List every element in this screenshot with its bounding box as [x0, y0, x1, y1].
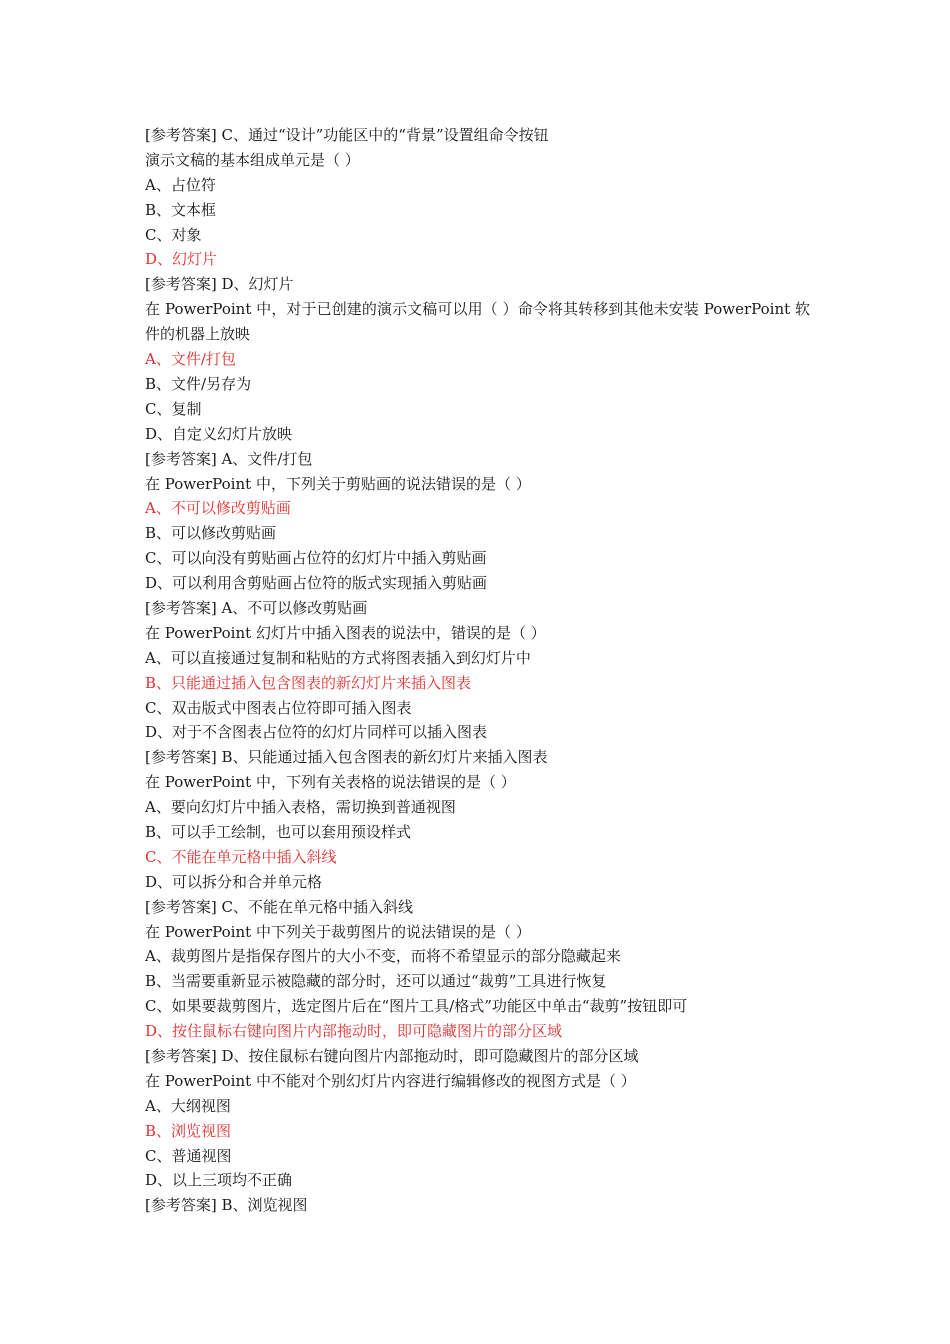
option-line: B、可以修改剪贴画 — [145, 524, 277, 543]
correct-option: B、浏览视图 — [145, 1121, 232, 1140]
option-line: C、对象 — [145, 225, 202, 244]
question-line: 在 PowerPoint 中，下列有关表格的说法错误的是（ ） — [145, 773, 516, 792]
question-line: 在 PowerPoint 中不能对个别幻灯片内容进行编辑修改的视图方式是（ ） — [145, 1071, 636, 1090]
option-line: B、文本框 — [145, 200, 217, 219]
answer-line: [参考答案] D、按住鼠标右键向图片内部拖动时，即可隐藏图片的部分区域 — [145, 1046, 639, 1065]
option-line: C、复制 — [145, 399, 202, 418]
option-line: D、以上三项均不正确 — [145, 1171, 293, 1190]
option-line: D、可以拆分和合并单元格 — [145, 872, 323, 891]
question-line: 在 PowerPoint 中下列关于裁剪图片的说法错误的是（ ） — [145, 922, 531, 941]
option-line: D、可以利用含剪贴画占位符的版式实现插入剪贴画 — [145, 574, 488, 593]
question-line: 演示文稿的基本组成单元是（ ） — [145, 150, 360, 169]
answer-line: [参考答案] D、幻灯片 — [145, 275, 294, 294]
option-line: C、普通视图 — [145, 1146, 232, 1165]
option-line: B、当需要重新显示被隐藏的部分时，还可以通过“裁剪”工具进行恢复 — [145, 972, 607, 991]
answer-line: [参考答案] B、浏览视图 — [145, 1196, 308, 1215]
option-line: C、如果要裁剪图片，选定图片后在“图片工具/格式”功能区中单击“裁剪”按钮即可 — [145, 997, 688, 1016]
document-page — [145, 123, 810, 1218]
correct-option: A、不可以修改剪贴画 — [145, 499, 291, 518]
option-line: B、文件/另存为 — [145, 374, 252, 393]
option-line: A、可以直接通过复制和粘贴的方式将图表插入到幻灯片中 — [145, 648, 531, 667]
answer-line: [参考答案] C、通过“设计”功能区中的“背景”设置组命令按钮 — [145, 126, 549, 144]
option-line: A、大纲视图 — [145, 1096, 231, 1115]
answer-line: [参考答案] C、不能在单元格中插入斜线 — [145, 897, 413, 916]
option-line: D、对于不含图表占位符的幻灯片同样可以插入图表 — [145, 723, 488, 742]
question-line: 在 PowerPoint 中，下列关于剪贴画的说法错误的是（ ） — [145, 474, 531, 493]
option-line: A、要向幻灯片中插入表格，需切换到普通视图 — [145, 798, 456, 817]
correct-option: B、只能通过插入包含图表的新幻灯片来插入图表 — [145, 673, 472, 692]
answer-line: [参考答案] A、不可以修改剪贴画 — [145, 598, 368, 617]
question-line: 在 PowerPoint 幻灯片中插入图表的说法中，错误的是（ ） — [145, 623, 546, 642]
option-line: B、可以手工绘制，也可以套用预设样式 — [145, 822, 412, 841]
correct-option: A、文件/打包 — [145, 350, 236, 369]
answer-line: [参考答案] A、文件/打包 — [145, 449, 313, 468]
option-line: D、自定义幻灯片放映 — [145, 424, 293, 443]
option-line: C、双击版式中图表占位符即可插入图表 — [145, 698, 412, 717]
option-line: A、占位符 — [145, 175, 216, 194]
option-line: C、可以向没有剪贴画占位符的幻灯片中插入剪贴画 — [145, 549, 487, 568]
answer-line: [参考答案] B、只能通过插入包含图表的新幻灯片来插入图表 — [145, 748, 548, 767]
correct-option: D、按住鼠标右键向图片内部拖动时，即可隐藏图片的部分区域 — [145, 1022, 563, 1041]
correct-option: C、不能在单元格中插入斜线 — [145, 847, 337, 866]
question-line: 在 PowerPoint 中，对于已创建的演示文稿可以用（ ）命令将其转移到其他未安装 PowerPoint 软件的机器上放映 — [145, 300, 810, 344]
correct-option: D、幻灯片 — [145, 250, 218, 269]
option-line: A、裁剪图片是指保存图片的大小不变，而将不希望显示的部分隐藏起来 — [145, 947, 621, 966]
